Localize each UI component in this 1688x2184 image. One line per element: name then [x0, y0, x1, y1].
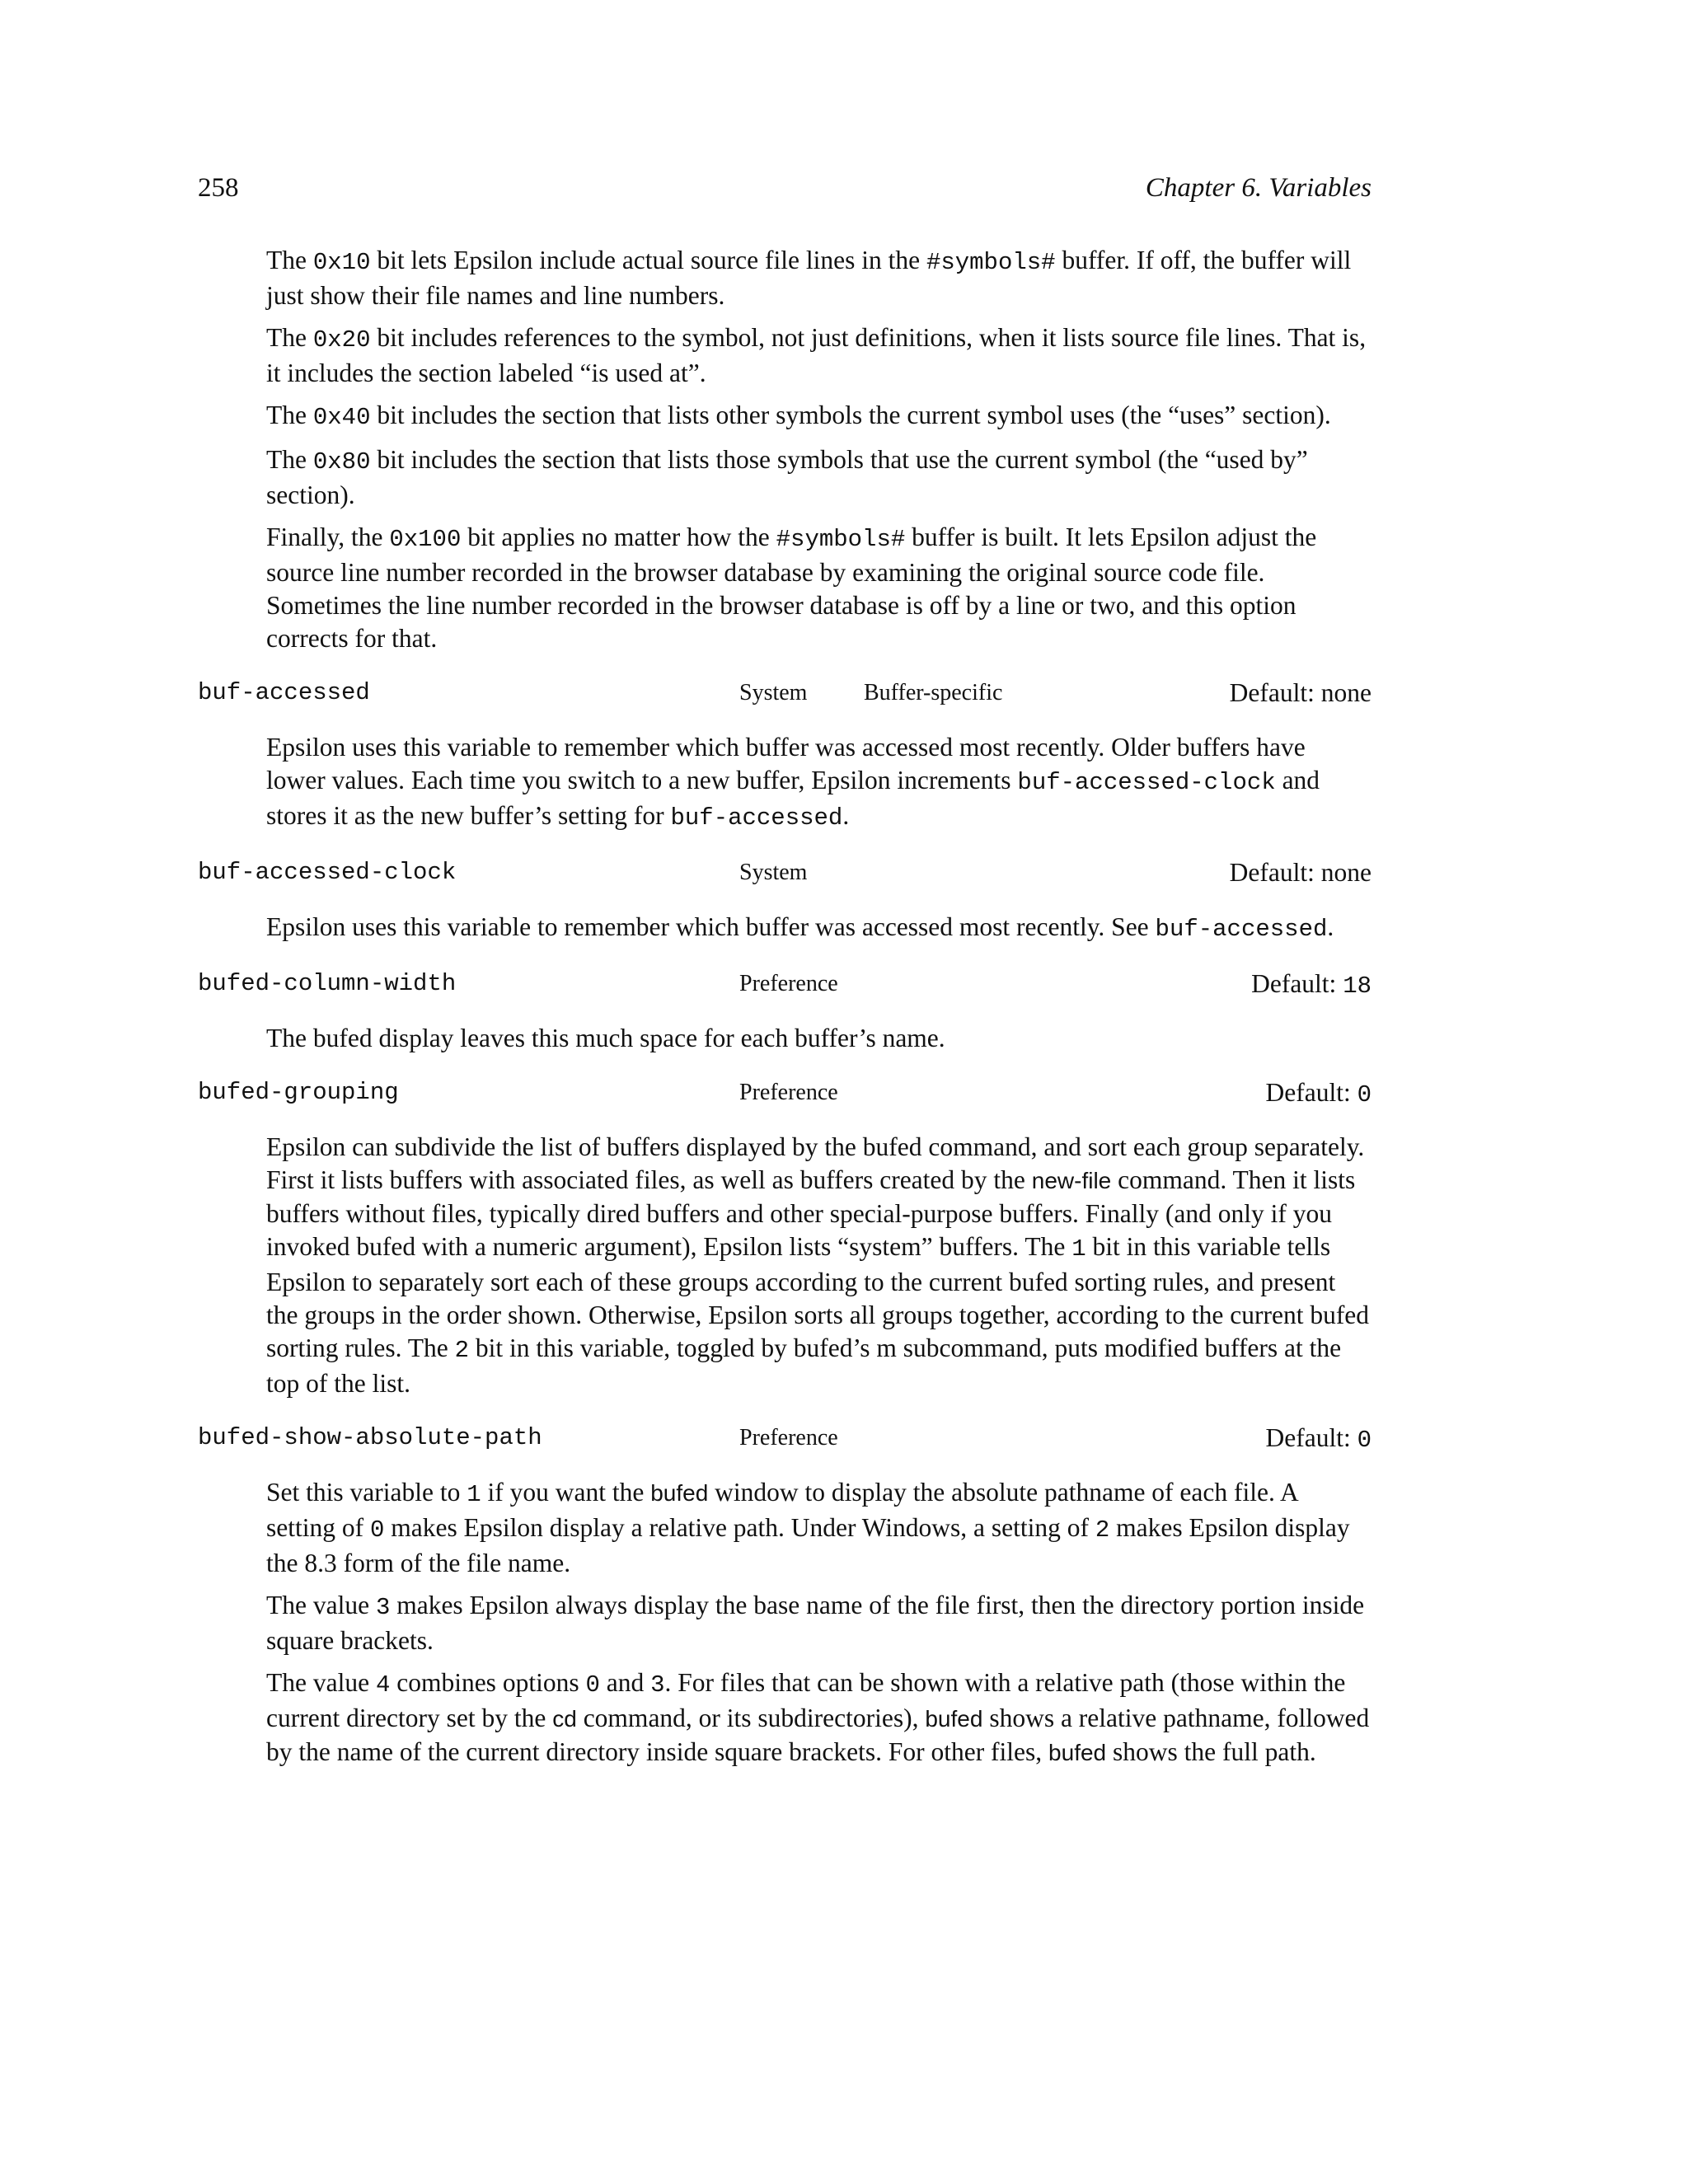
default-label: Default: [1229, 858, 1321, 887]
text: subcommand, puts modified buffers at the top of the list. [266, 1333, 1342, 1398]
variable-name: bufed-column-width [198, 970, 457, 997]
command-bufed: bufed [1048, 1740, 1107, 1765]
default-value: none [1320, 858, 1372, 887]
variable-heading-bufed-grouping [198, 1075, 1372, 1111]
text: bit lets Epsilon include actual source file lines in the [370, 246, 926, 274]
text: . For files that can be shown with a relative path (those within the current directory set by the [266, 1668, 1346, 1732]
key-m: m [876, 1333, 897, 1362]
code-0x100: 0x100 [389, 526, 462, 553]
text: combines options [390, 1668, 586, 1697]
intro-paragraph-0x100 [266, 521, 1371, 655]
code-0x20: 0x20 [312, 326, 371, 354]
intro-paragraph-0x20 [266, 321, 1371, 390]
variable-description-bufed-grouping [266, 1131, 1371, 1400]
text: and [599, 1668, 651, 1697]
text: The [266, 246, 313, 274]
variable-default [1266, 1420, 1372, 1459]
text: bit in this variable tells Epsilon to separately sort each of these groups according to the current bufed sorting rules, and present the groups in the order shown. Otherwise, Epsilon sorts all groups together, according to the current bufed sorting rules. The [266, 1232, 1370, 1362]
text: The [266, 323, 313, 352]
page-number: 258 [198, 173, 239, 203]
text: buffer is built. It lets Epsilon adjust the source line number recorded in the browser database by examining the original source code file. Sometimes the line number recorded in the browser database is off by a line or two, and this option corrects for that. [266, 523, 1317, 653]
variable-heading-buf-accessed [198, 675, 1372, 711]
variable-description-buf-accessed-clock [266, 911, 1371, 946]
code-symbols-buffer: #symbols# [926, 249, 1056, 276]
command-cd: cd [552, 1706, 577, 1732]
code-0x10: 0x10 [312, 249, 371, 276]
text: command, or its subdirectories), [576, 1704, 926, 1732]
variable-kind: Preference [739, 971, 838, 996]
variable-scope: Buffer-specific [864, 680, 1003, 705]
text: bit in this variable, toggled by bufed’s [469, 1333, 877, 1362]
text: shows a relative pathname, followed by the name of the current directory inside square brackets. For other files, [266, 1704, 1370, 1766]
default-label: Default: [1251, 969, 1343, 998]
variable-description-buf-accessed [266, 731, 1371, 835]
code-2: 2 [1095, 1516, 1110, 1544]
variable-heading-bufed-show-absolute-path [198, 1420, 1372, 1456]
text: command. Then it lists buffers without files, typically dired buffers and other special-purpose buffers. Finally (and only if you invoked bufed with a numeric argument), Epsilon lists “system” buffers. The [266, 1165, 1356, 1261]
text: Epsilon uses this variable to remember which buffer was accessed most recently. See [266, 912, 1156, 941]
variable-heading-buf-accessed-clock [198, 855, 1372, 891]
text: window to display the absolute pathname of each file. A setting of [266, 1478, 1297, 1542]
command-new-file: new-file [1031, 1168, 1112, 1193]
intro-paragraph-0x10 [266, 244, 1371, 312]
variable-kind: System [739, 680, 808, 705]
command-bufed: bufed [650, 1480, 709, 1506]
variable-kind: Preference [739, 1080, 838, 1105]
text: if you want the [481, 1478, 651, 1507]
variable-description-bufed-show-absolute-path-3 [266, 1666, 1371, 1769]
default-label: Default: [1229, 678, 1321, 707]
variable-kind: System [739, 860, 808, 885]
text: bit applies no matter how the [461, 523, 776, 551]
text: The [266, 445, 313, 474]
text: Finally, the [266, 523, 390, 551]
variable-name: bufed-grouping [198, 1079, 399, 1106]
default-label: Default: [1265, 1078, 1357, 1107]
variable-name: buf-accessed [198, 679, 370, 706]
variable-name: bufed-show-absolute-path [198, 1424, 542, 1451]
text: buffer. If off, the buffer will just show their file names and line numbers. [266, 246, 1352, 310]
variable-default [1266, 1075, 1372, 1113]
text: and stores it as the new buffer’s setting for [266, 766, 1320, 830]
variable-description-bufed-show-absolute-path-2 [266, 1589, 1371, 1657]
code-buf-accessed: buf-accessed [1155, 916, 1328, 943]
text: . [842, 801, 850, 830]
default-label: Default: [1265, 1423, 1357, 1452]
default-value: 0 [1357, 1427, 1372, 1454]
intro-paragraph-0x80 [266, 443, 1371, 512]
text: Epsilon can subdivide the list of buffers displayed by the bufed command, and sort each group separately. First it lists buffers with associated files, as well as buffers created by the [266, 1132, 1365, 1194]
variable-heading-bufed-column-width [198, 966, 1372, 1002]
variable-default [1230, 675, 1372, 711]
code-buf-accessed: buf-accessed [670, 804, 843, 832]
text: bit includes references to the symbol, not just definitions, when it lists source file lines. That is, it includes the section labeled “is used at”. [266, 323, 1367, 387]
code-buf-accessed-clock: buf-accessed-clock [1017, 769, 1276, 796]
variable-default [1230, 855, 1372, 891]
code-3: 3 [650, 1671, 665, 1699]
code-1: 1 [467, 1481, 481, 1508]
text: makes Epsilon always display the base name of the file first, then the directory portion inside square brackets. [266, 1591, 1365, 1655]
code-0x80: 0x80 [312, 448, 371, 476]
default-value: 0 [1357, 1081, 1372, 1108]
text: bit includes the section that lists those symbols that use the current symbol (the “used by” section). [266, 445, 1308, 509]
text: makes Epsilon display the 8.3 form of the file name. [266, 1513, 1350, 1577]
code-4: 4 [375, 1671, 391, 1699]
text: Set this variable to [266, 1478, 467, 1507]
variable-description-bufed-show-absolute-path-1 [266, 1476, 1371, 1580]
code-symbols-buffer: #symbols# [776, 526, 906, 553]
text: . [1327, 912, 1334, 941]
code-1: 1 [1071, 1235, 1086, 1263]
text: shows the full path. [1106, 1737, 1316, 1766]
text: Epsilon uses this variable to remember which buffer was accessed most recently. Older buffers have lower values. Each time you switch to a new buffer, Epsilon increments [266, 733, 1306, 794]
code-0: 0 [370, 1516, 385, 1544]
chapter-title: Chapter 6. Variables [1145, 173, 1372, 203]
code-0x40: 0x40 [312, 404, 371, 431]
command-bufed: bufed [925, 1706, 983, 1732]
code-2: 2 [454, 1337, 470, 1364]
text: bit includes the section that lists other symbols the current symbol uses (the “uses” section). [370, 401, 1331, 429]
code-0: 0 [585, 1671, 600, 1699]
default-value: 18 [1343, 972, 1372, 1000]
text: The value [266, 1591, 376, 1619]
default-value: none [1320, 678, 1372, 707]
text: makes Epsilon display a relative path. Under Windows, a setting of [384, 1513, 1095, 1542]
text: The [266, 401, 313, 429]
variable-description-bufed-column-width: The bufed display leaves this much space for each buffer’s name. [266, 1024, 945, 1052]
intro-paragraph-0x40 [266, 399, 1371, 434]
variable-name: buf-accessed-clock [198, 859, 457, 886]
variable-kind: Preference [739, 1425, 838, 1451]
page-content [198, 244, 1372, 1779]
variable-default [1251, 966, 1372, 1005]
code-3: 3 [375, 1594, 391, 1621]
text: The value [266, 1668, 376, 1697]
